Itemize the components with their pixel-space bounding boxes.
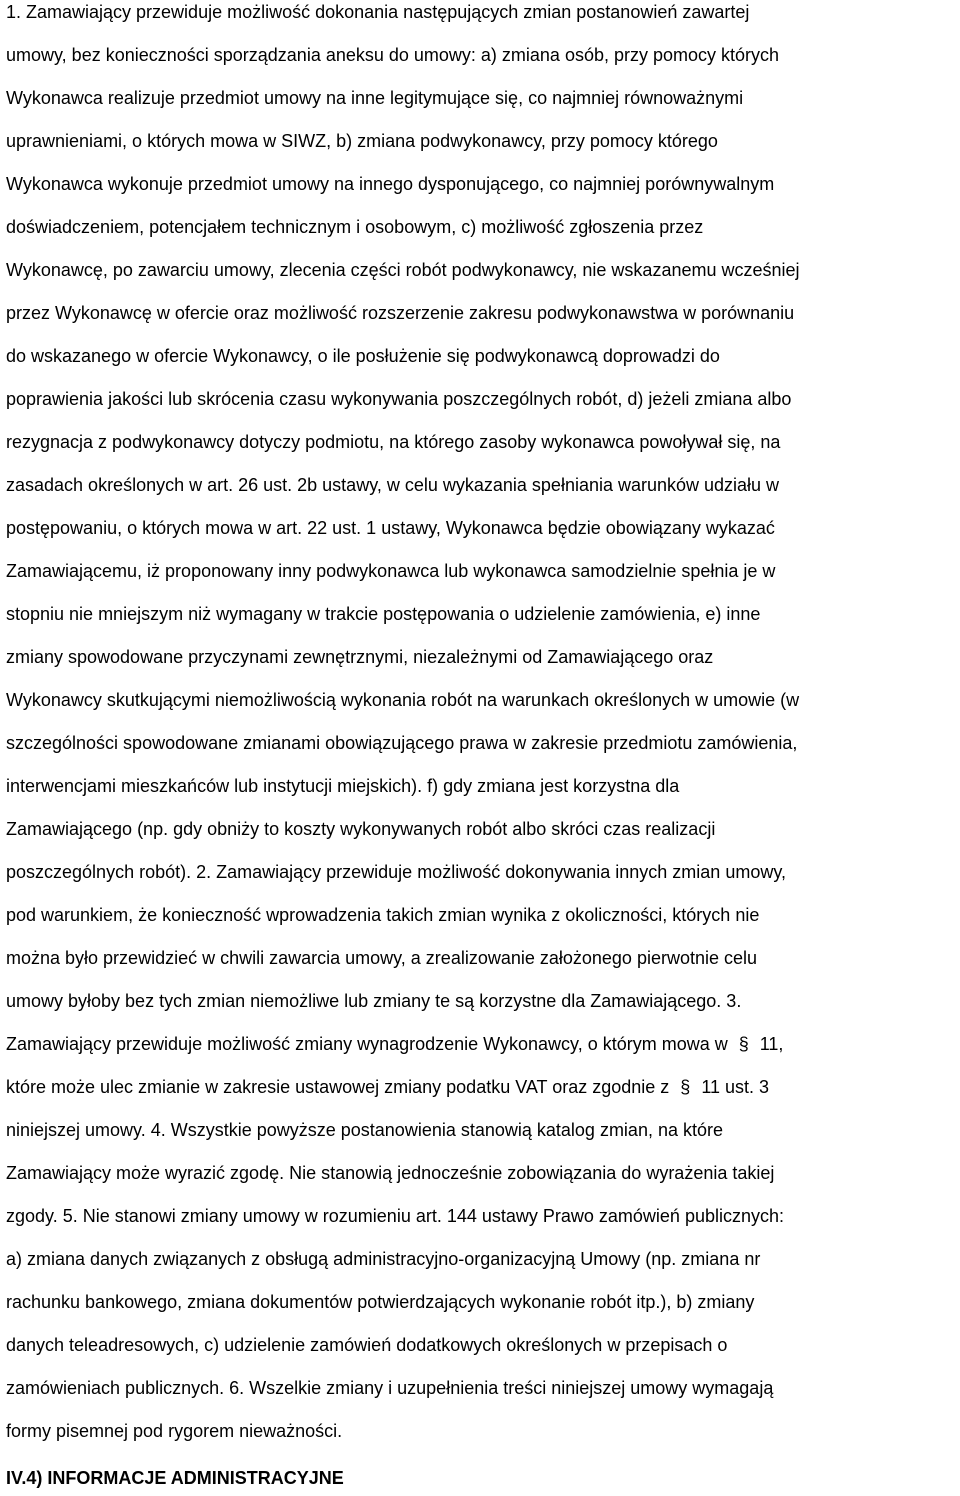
text-line: rachunku bankowego, zmiana dokumentów potwierdzających wykonanie robót itp.), b) zmiany <box>6 1292 755 1312</box>
text-segment: 11 ust. 3 <box>696 1077 770 1097</box>
text-line: Zamawiającemu, iż proponowany inny podwykonawca lub wykonawca samodzielnie spełnia je w <box>6 561 776 581</box>
text-line: doświadczeniem, potencjałem technicznym i osobowym, c) możliwość zgłoszenia przez <box>6 217 704 237</box>
text-line: szczególności spowodowane zmianami obowiązującego prawa w zakresie przedmiotu zamówienia, <box>6 733 798 753</box>
text-segment: 11, <box>754 1034 784 1054</box>
text-line: formy pisemnej pod rygorem nieważności. <box>6 1421 343 1441</box>
text-line: danych teleadresowych, c) udzielenie zamówień dodatkowych określonych w przepisach o <box>6 1335 728 1355</box>
text-line: interwencjami mieszkańców lub instytucji miejskich). f) gdy zmiana jest korzystna dla <box>6 776 680 796</box>
paragraph-sign: § <box>738 1034 749 1054</box>
text-line: 1. Zamawiający przewiduje możliwość dokonania następujących zmian postanowień zawartej <box>6 2 750 22</box>
text-line-with-paragraph-sign <box>6 1076 769 1098</box>
text-segment: które może ulec zmianie w zakresie ustawowej zmiany podatku VAT oraz zgodnie z <box>6 1077 675 1097</box>
text-line: umowy, bez konieczności sporządzania aneksu do umowy: a) zmiana osób, przy pomocy których <box>6 45 780 65</box>
text-line: zamówieniach publicznych. 6. Wszelkie zmiany i uzupełnienia treści niniejszej umowy wymagają <box>6 1378 774 1398</box>
text-line: przez Wykonawcę w ofercie oraz możliwość rozszerzenie zakresu podwykonawstwa w porównaniu <box>6 303 795 323</box>
paragraph-sign: § <box>680 1077 691 1097</box>
text-line: można było przewidzieć w chwili zawarcia umowy, a zrealizowanie założonego pierwotnie celu <box>6 948 758 968</box>
text-line: Wykonawcy skutkującymi niemożliwością wykonania robót na warunkach określonych w umowie (w <box>6 690 800 710</box>
text-line: Zamawiającego (np. gdy obniży to koszty wykonywanych robót albo skróci czas realizacji <box>6 819 716 839</box>
text-line: poprawienia jakości lub skrócenia czasu wykonywania poszczególnych robót, d) jeżeli zmiana albo <box>6 389 792 409</box>
text-line: uprawnieniami, o których mowa w SIWZ, b) zmiana podwykonawcy, przy pomocy którego <box>6 131 718 151</box>
text-line: niniejszej umowy. 4. Wszystkie powyższe postanowienia stanowią katalog zmian, na które <box>6 1120 723 1140</box>
text-line: pod warunkiem, że konieczność wprowadzenia takich zmian wynika z okoliczności, których nie <box>6 905 760 925</box>
text-line: Wykonawca realizuje przedmiot umowy na inne legitymujące się, co najmniej równoważnymi <box>6 88 744 108</box>
section-heading: IV.4) INFORMACJE ADMINISTRACYJNE <box>6 1468 344 1488</box>
text-line: zmiany spowodowane przyczynami zewnętrznymi, niezależnymi od Zamawiającego oraz <box>6 647 714 667</box>
text-line: zgody. 5. Nie stanowi zmiany umowy w rozumieniu art. 144 ustawy Prawo zamówień publicznych: <box>6 1206 784 1226</box>
text-line: do wskazanego w ofercie Wykonawcy, o ile posłużenie się podwykonawcą doprowadzi do <box>6 346 720 366</box>
text-line: a) zmiana danych związanych z obsługą administracyjno-organizacyjną Umowy (np. zmiana nr <box>6 1249 761 1269</box>
text-line-with-paragraph-sign <box>6 1033 783 1055</box>
text-line: Wykonawcę, po zawarciu umowy, zlecenia części robót podwykonawcy, nie wskazanemu wcześniej <box>6 260 800 280</box>
text-line: umowy byłoby bez tych zmian niemożliwe lub zmiany te są korzystne dla Zamawiającego. 3. <box>6 991 742 1011</box>
text-line: postępowaniu, o których mowa w art. 22 ust. 1 ustawy, Wykonawca będzie obowiązany wykazać <box>6 518 775 538</box>
text-segment: Zamawiający przewiduje możliwość zmiany wynagrodzenie Wykonawcy, o którym mowa w <box>6 1034 733 1054</box>
text-line: rezygnacja z podwykonawcy dotyczy podmiotu, na którego zasoby wykonawca powoływał się, na <box>6 432 781 452</box>
text-line: Zamawiający może wyrazić zgodę. Nie stanowią jednocześnie zobowiązania do wyrażenia takiej <box>6 1163 775 1183</box>
text-line: stopniu nie mniejszym niż wymagany w trakcie postępowania o udzielenie zamówienia, e) inne <box>6 604 761 624</box>
text-line: zasadach określonych w art. 26 ust. 2b ustawy, w celu wykazania spełniania warunków udziału w <box>6 475 780 495</box>
text-line: Wykonawca wykonuje przedmiot umowy na innego dysponującego, co najmniej porównywalnym <box>6 174 775 194</box>
text-line: poszczególnych robót). 2. Zamawiający przewiduje możliwość dokonywania innych zmian umowy, <box>6 862 787 882</box>
